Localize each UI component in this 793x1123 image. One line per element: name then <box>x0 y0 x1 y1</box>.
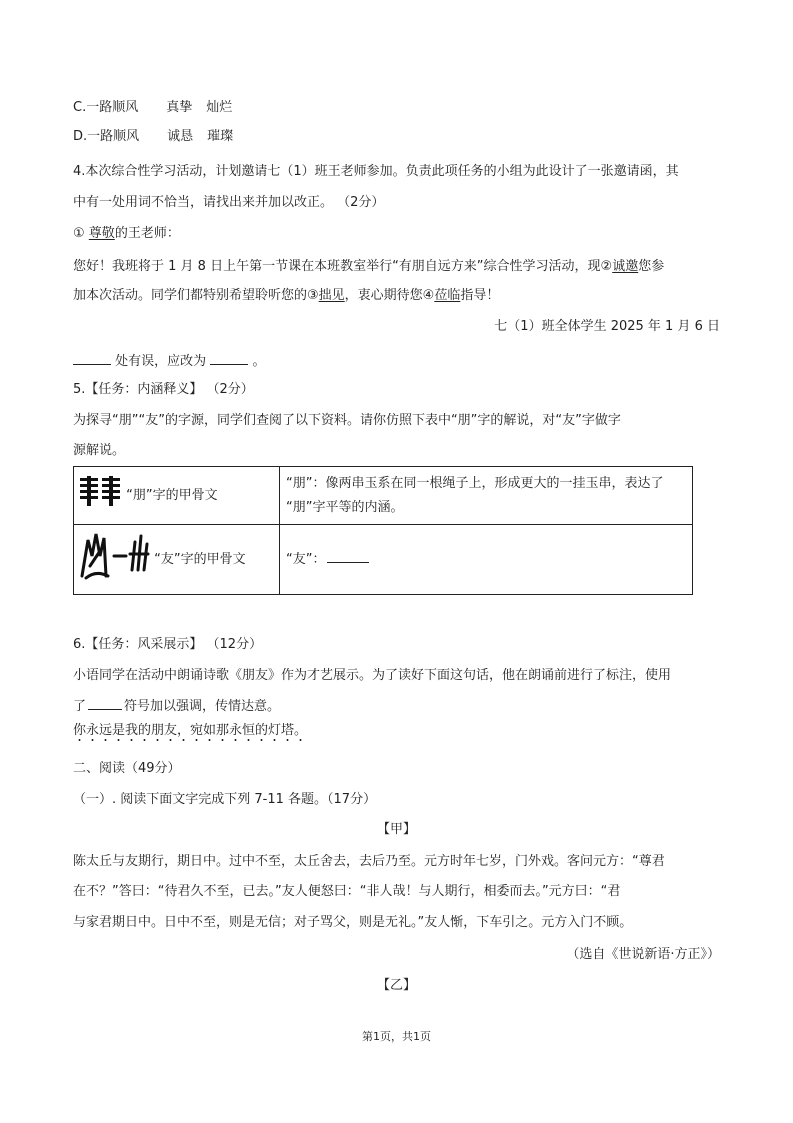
page-footer: 第1页，共1页 <box>362 1030 431 1043</box>
jia-title: 【甲】 <box>376 822 416 837</box>
letter-body-text: 您参 <box>638 259 665 274</box>
option-d-label: D.一路顺风 <box>73 129 140 144</box>
you-cell <box>74 525 280 595</box>
yi-title: 【乙】 <box>376 978 416 993</box>
option-d-word1: 诚恳 <box>167 129 194 144</box>
letter-greeting <box>73 225 180 243</box>
jia-line1: 陈太丘与友期行，期日中。过中不至，太丘舍去，去后乃至。元方时年七岁，门外戏。客问元方：“尊君 <box>73 854 665 869</box>
you-explanation-prefix: “友”： <box>286 551 326 567</box>
option-c <box>73 99 232 117</box>
marker-1: ① <box>73 226 85 241</box>
answer-end: 。 <box>252 354 266 369</box>
q5-stem-line2: 源解说。 <box>73 443 126 458</box>
option-c-label: C.一路顺风 <box>73 100 139 115</box>
word-4: 莅临 <box>434 288 461 303</box>
greeting-rest: 的王老师： <box>114 226 180 241</box>
you-explanation-cell <box>280 525 693 595</box>
q4-stem-line2: 中有一处用词不恰当，请找出来并加以改正。 （2分） <box>73 195 385 210</box>
peng-explanation-line2: “朋”字平等的内涵。 <box>286 499 404 515</box>
q6-stem-line2 <box>73 696 280 716</box>
section2-title: 二、阅读（49分） <box>73 761 181 776</box>
q6-title: 6.【任务：风采展示】 （12分） <box>73 637 263 652</box>
zi-yuan-table <box>73 466 693 595</box>
letter-body-text: 指导！ <box>460 288 500 303</box>
q6-answer-blank[interactable] <box>88 696 122 710</box>
jia-source: （选自《世说新语·方正》） <box>566 947 720 962</box>
word-3: 拙见 <box>318 288 345 303</box>
answer-blank-2[interactable] <box>210 351 248 365</box>
poem-line <box>73 722 307 740</box>
option-d <box>73 128 233 146</box>
q6-stem-line1: 小语同学在活动中朗诵诗歌《朋友》作为才艺展示。为了读好下面这句话，他在朗诵前进行了标注，使用 <box>73 668 672 683</box>
answer-blank-1[interactable] <box>73 351 111 365</box>
q6-stem-text: 了 <box>73 699 87 714</box>
peng-label: “朋”字的甲骨文 <box>126 488 218 503</box>
you-label: “友”字的甲骨文 <box>154 552 246 567</box>
q6-stem-text: 符号加以强调，传情达意。 <box>124 699 281 714</box>
table-row <box>74 467 693 525</box>
you-answer-blank[interactable] <box>327 549 369 563</box>
peng-explanation-cell <box>280 467 693 525</box>
poem-text: 你永远是我的朋友，宛如那永恒的灯塔。 <box>73 723 307 743</box>
word-2: 诚邀 <box>612 259 639 274</box>
letter-body-line2 <box>73 287 499 305</box>
option-d-word2: 璀璨 <box>207 129 234 144</box>
letter-body-line1 <box>73 258 664 276</box>
table-row <box>74 525 693 595</box>
letter-body-text: 加本次活动。同学们都特别希望聆听您的③ <box>73 288 319 303</box>
jia-line3: 与家君期日中。日中不至，则是无信；对子骂父，则是无礼。”友人惭，下车引之。元方入门不顾。 <box>73 915 633 930</box>
part1-instruction: （一）. 阅读下面文字完成下列 7-11 各题。（17分） <box>73 792 377 807</box>
q4-stem-line1: 4.本次综合性学习活动，计划邀请七（1）班王老师参加。负责此项任务的小组为此设计了一张邀请函，其 <box>73 164 679 179</box>
q5-stem-line1: 为探寻“朋”“友”的字源，同学们查阅了以下资料。请你仿照下表中“朋”字的解说，对“友”字做字 <box>73 413 621 428</box>
answer-text: 处有误，应改为 <box>115 354 207 369</box>
you-oracle-glyph-icon <box>78 526 150 593</box>
peng-explanation-line1: “朋”：像两串玉系在同一根绳子上，形成更大的一挂玉串，表达了 <box>286 475 664 491</box>
q4-answer-line <box>73 351 265 371</box>
letter-signature: 七（1）班全体学生 2025 年 1 月 6 日 <box>494 319 720 334</box>
letter-body-text: 您好！我班将于 1 月 8 日上午第一节课在本班教室举行“有朋自远方来”综合性学习活动，现② <box>73 259 613 274</box>
peng-cell <box>74 467 280 525</box>
option-c-word2: 灿烂 <box>206 100 233 115</box>
q5-title: 5.【任务：内涵释义】 （2分） <box>73 382 254 397</box>
peng-oracle-glyph-icon <box>78 474 122 517</box>
word-1: 尊敬 <box>88 226 115 241</box>
jia-line2: 在不？”答曰：“待君久不至，已去。”友人便怒曰：“非人哉！与人期行，相委而去。”元方曰：“君 <box>73 884 621 899</box>
letter-body-text: ，衷心期待您④ <box>344 288 435 303</box>
option-c-word1: 真挚 <box>166 100 193 115</box>
